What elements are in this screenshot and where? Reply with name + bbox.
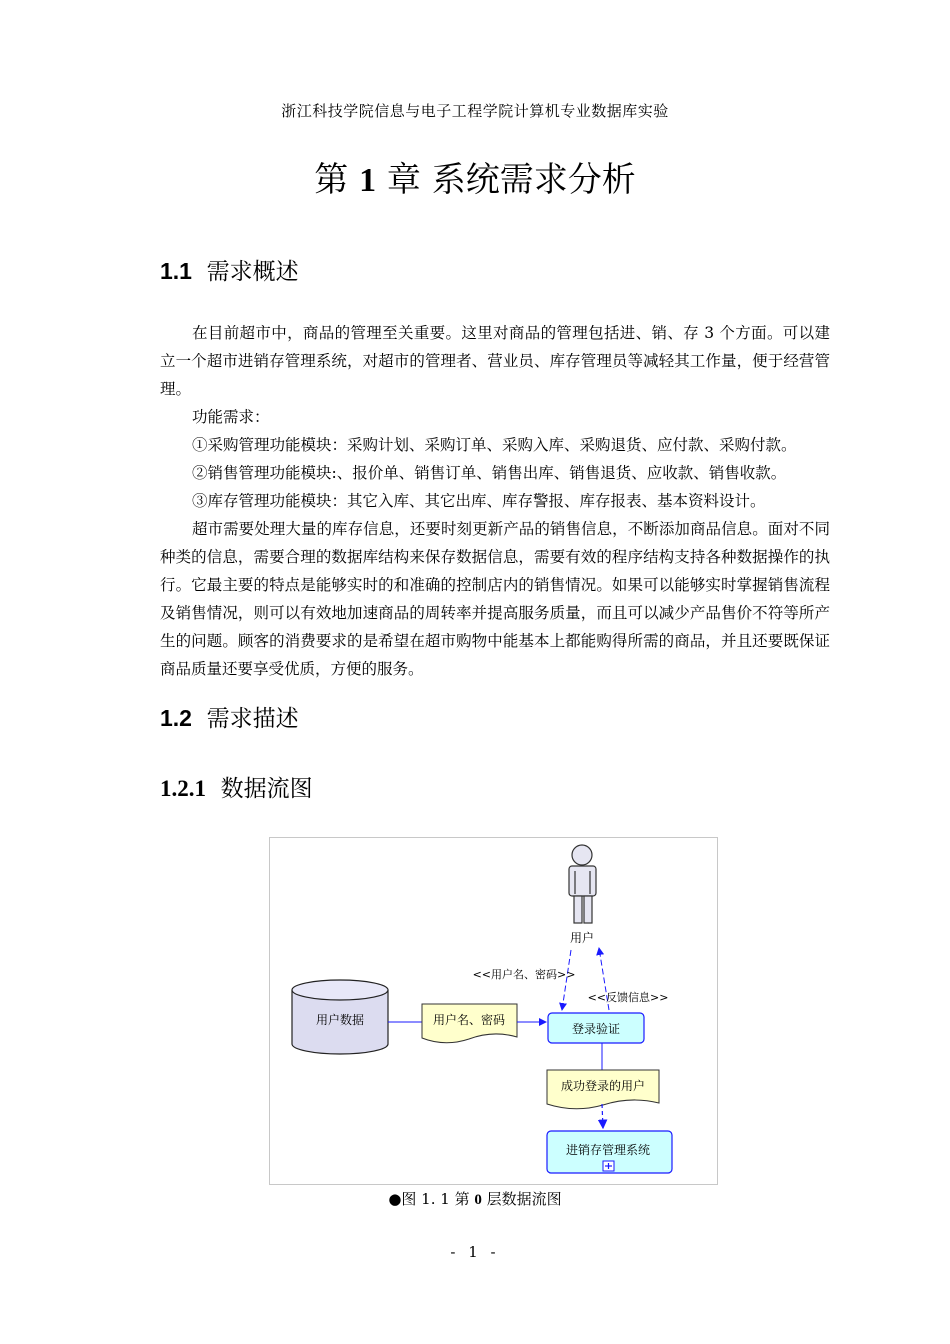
subsection-number: 1.2.1 xyxy=(160,776,206,801)
caption-number: 0 xyxy=(474,1192,482,1208)
section-heading-1-1 xyxy=(160,253,299,286)
expand-plus-icon xyxy=(603,1161,614,1171)
page-header: 浙江科技学院信息与电子工程学院计算机专业数据库实验 xyxy=(281,102,669,120)
page-number: - 1 - xyxy=(450,1243,500,1261)
figure-caption xyxy=(0,1188,950,1209)
credentials-document-label: 用户名、密码 xyxy=(432,1013,506,1027)
actor-label: 用户 xyxy=(569,931,595,945)
datastore-label: 用户数据 xyxy=(315,1013,365,1027)
section-title: 需求描述 xyxy=(206,706,299,732)
success-document-label: 成功登录的用户 xyxy=(560,1079,646,1093)
system-process-label: 进销存管理系统 xyxy=(565,1143,651,1157)
subsection-heading-1-2-1 xyxy=(160,770,313,803)
feedback-flow-label: <<反馈信息>> xyxy=(587,991,669,1004)
data-flow-diagram-svg xyxy=(270,838,717,1184)
list-item: ①采购管理功能模块：采购计划、采购订单、采购入库、采购退货、应付款、采购付款。 xyxy=(192,436,797,454)
success-to-system-arrow xyxy=(602,1104,603,1128)
caption-suffix: 层数据流图 xyxy=(486,1190,562,1208)
chapter-title xyxy=(0,152,950,201)
section-title: 需求概述 xyxy=(206,259,299,285)
list-item: ②销售管理功能模块:、报价单、销售订单、销售出库、销售退货、应收款、销售收款。 xyxy=(192,464,787,482)
paragraph: 超市需要处理大量的库存信息，还要时刻更新产品的销售信息，不断添加商品信息。面对不同种类的信息，需要合理的数据库结构来保存数据信息，需要有效的程序结构支持各种数据操作的执行。它最主要的特点是能够实时的和准确的控制店内的销售情况。如果可以能够实时掌握销售流程及销售情况，则可以有效地加速商品的周转率并提高服务质量，而且可以减少产品售价不符等所产生的问题。顾客的消费要求的是希望在超市购物中能基本上都能购得所需的商品，并且还要既保证商品质量还要享受优质，方便的服务。 xyxy=(160,520,830,678)
chapter-prefix: 第 xyxy=(314,160,349,200)
section-number: 1.1 xyxy=(160,258,192,284)
caption-prefix: ●图 1. 1 第 xyxy=(388,1190,470,1208)
chapter-suffix: 章 系统需求分析 xyxy=(386,160,636,200)
requirements-overview-text xyxy=(160,319,830,683)
list-item: ③库存管理功能模块：其它入库、其它出库、库存警报、库存报表、基本资料设计。 xyxy=(192,492,766,510)
section-number: 1.2 xyxy=(160,705,192,731)
data-flow-diagram xyxy=(269,837,718,1185)
login-process-label: 登录验证 xyxy=(571,1022,621,1036)
subsection-title: 数据流图 xyxy=(220,776,313,802)
chapter-number: 1 xyxy=(359,162,377,199)
credentials-flow-label: <<用户名、密码>> xyxy=(472,968,576,981)
paragraph: 在目前超市中，商品的管理至关重要。这里对商品的管理包括进、销、存 3 个方面。可以建立一个超市进销存管理系统，对超市的管理者、营业员、库存管理员等减轻其工作量，便于经营管理。 xyxy=(160,324,830,398)
paragraph: 功能需求： xyxy=(192,408,270,426)
section-heading-1-2 xyxy=(160,700,299,733)
user-actor-icon xyxy=(569,845,596,923)
